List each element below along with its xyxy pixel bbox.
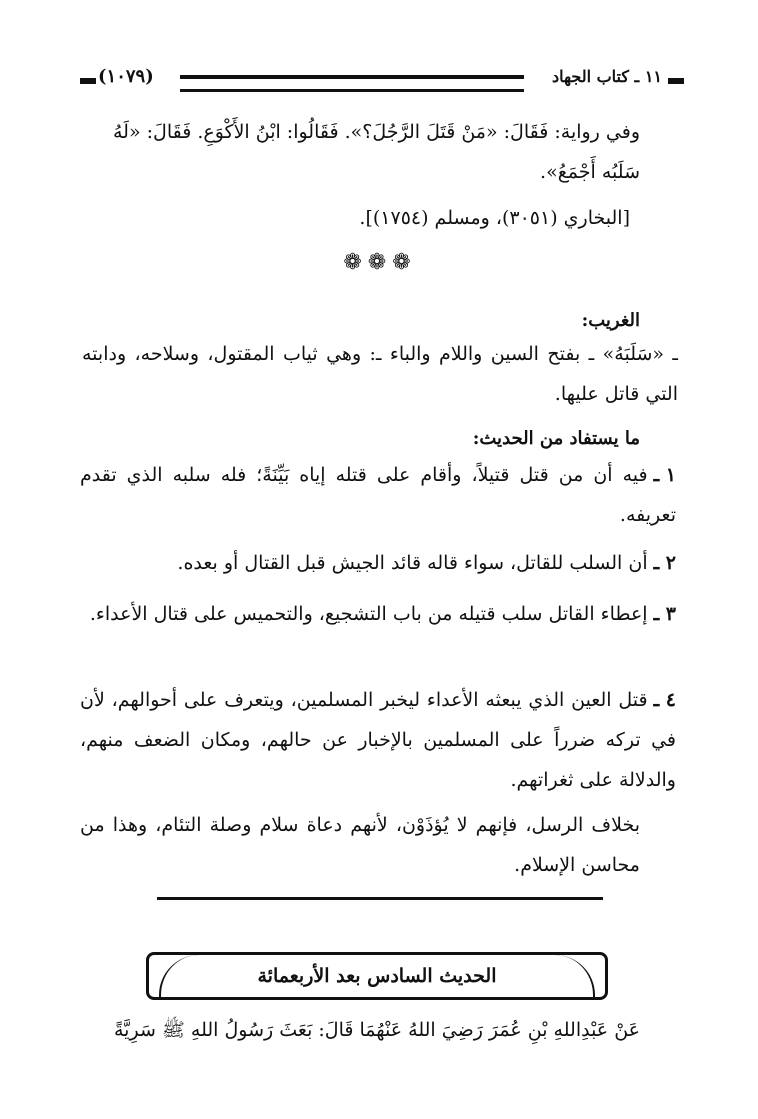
benefit-text: أن السلب للقاتل، سواء قاله قائد الجيش قبل القتال أو بعده. (177, 552, 648, 574)
benefits-heading: ما يستفاد من الحديث: (472, 428, 640, 449)
header-left-bar (80, 78, 96, 84)
header-right-bar (668, 78, 684, 84)
hadith-opening: عَنْ عَبْدِاللهِ بْنِ عُمَرَ رَضِيَ اللهُ عَنْهُمَا قَالَ: بَعَثَ رَسُولُ اللهِ ﷺ سَرِيَّةً (114, 1019, 640, 1041)
ornament-stars: ❁❁❁ (343, 250, 417, 275)
gharib-heading: الغريب: (581, 310, 640, 331)
benefit-item-1 (80, 455, 676, 535)
benefit-number: ٢ ـ (653, 552, 676, 574)
section-title-box (146, 952, 608, 1000)
closing-paragraph: بخلاف الرسل، فإنهم لا يُؤذَوْن، لأنهم دعاة سلام وصلة التئام، وهذا من محاسن الإسلام. (80, 814, 640, 876)
section-title: الحديث السادس بعد الأربعمائة (257, 965, 497, 987)
running-header (80, 66, 684, 96)
benefit-item-3 (80, 594, 676, 634)
benefit-number: ٣ ـ (653, 603, 676, 625)
benefit-number: ١ ـ (653, 464, 676, 486)
narration-line-2: سَلَبُه أَجْمَعُ». (540, 161, 640, 183)
narration-line-1: وفي رواية: فَقَالَ: «مَنْ قَتَلَ الرَّجُلَ؟». فَقَالُوا: ابْنُ الأَكْوَعِ. فَقَالَ: «لَهُ (112, 121, 640, 143)
benefit-text: فيه أن من قتل قتيلاً، وأقام على قتله إياه بَيِّنَةً؛ فله سلبه الذي تقدم تعريفه. (80, 464, 676, 526)
gharib-text: ـ «سَلَبَهُ» ـ بفتح السين واللام والباء ـ: وهي ثياب المقتول، وسلاحه، ودابته التي قاتل عليها. (82, 343, 678, 405)
chapter-title: ١١ ـ كتاب الجهاد (552, 67, 662, 86)
benefit-item-2 (80, 543, 676, 583)
benefit-text: قتل العين الذي يبعثه الأعداء ليخبر المسلمين، ويتعرف على أحوالهم، لأن في تركه ضرراً على المسلمين بالإخبار عن حالهم، ومكان الضعف منهم، والدلالة على ثغراتهم. (80, 689, 676, 791)
section-divider (157, 897, 603, 900)
header-rule (180, 75, 524, 92)
citation: [البخاري (٣٠٥١)، ومسلم (١٧٥٤)]. (359, 207, 630, 229)
benefit-text: إعطاء القاتل سلب قتيله من باب التشجيع، والتحميس على قتال الأعداء. (89, 603, 648, 625)
page-number: (١٠٧٩) (98, 66, 154, 87)
benefit-number: ٤ ـ (653, 689, 676, 711)
benefit-item-4 (80, 680, 676, 800)
